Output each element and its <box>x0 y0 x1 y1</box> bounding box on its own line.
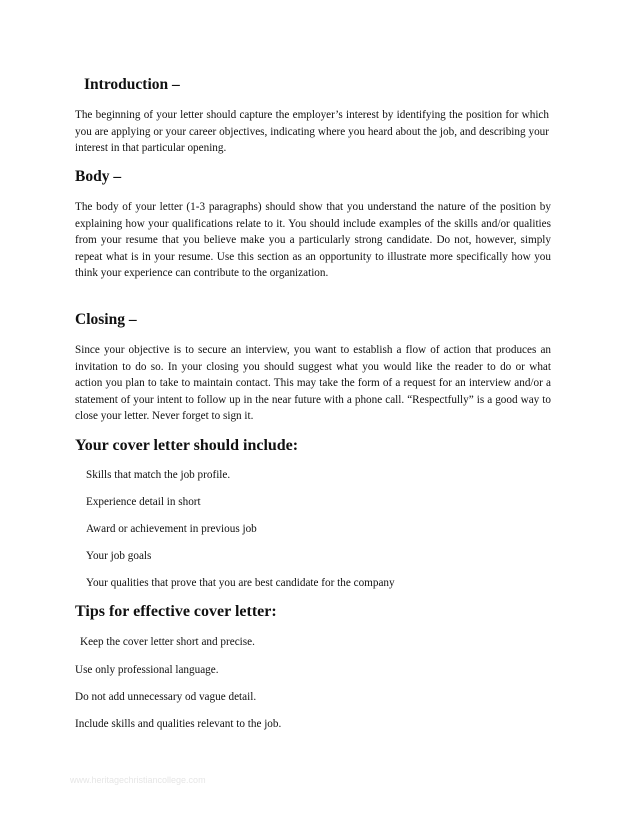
tip-item-detail: Do not add unnecessary od vague detail. <box>75 691 257 703</box>
heading-include: Your cover letter should include: <box>75 437 299 454</box>
heading-introduction: Introduction – <box>84 76 180 93</box>
tip-item-short: Keep the cover letter short and precise. <box>80 636 255 648</box>
heading-tips: Tips for effective cover letter: <box>75 603 277 620</box>
tip-item-skills: Include skills and qualities relevant to the job. <box>75 718 282 730</box>
include-item-experience: Experience detail in short <box>86 496 201 508</box>
heading-body: Body – <box>75 168 122 185</box>
paragraph-body: The body of your letter (1-3 paragraphs) should show that you understand the nature of the position by explaining how your qualifications relate to it. You should include examples of the skills and/or qualities from your resume that you believe make you a particularly strong candidate. Do not, however, simply repeat what is in your resume. Use this section as an opportunity to illustrate more specifically how you think your experience can contribute to the organization. <box>75 201 551 280</box>
paragraph-closing: Since your objective is to secure an interview, you want to establish a flow of action that produces an invitation to do so. In your closing you should suggest what you would like the reader to do or what action you plan to take to maintain contact. This may take the form of a request for an interview and/or a statement of your intent to follow up in the near future with a phone call. “Respectfully” is a good way to close your letter. Never forget to sign it. <box>75 344 551 423</box>
include-item-qualities: Your qualities that prove that you are best candidate for the company <box>86 577 395 589</box>
watermark-text: www.heritagechristiancollege.com <box>70 775 206 785</box>
tip-item-language: Use only professional language. <box>75 664 219 676</box>
heading-closing: Closing – <box>75 311 137 328</box>
include-item-skills: Skills that match the job profile. <box>86 469 231 481</box>
paragraph-introduction: The beginning of your letter should capture the employer’s interest by identifying the position for which you are applying or your career objectives, indicating where you heard about the job, and describing your interest in that particular opening. <box>75 109 549 155</box>
include-item-goals: Your job goals <box>86 550 152 562</box>
include-item-award: Award or achievement in previous job <box>86 523 257 535</box>
